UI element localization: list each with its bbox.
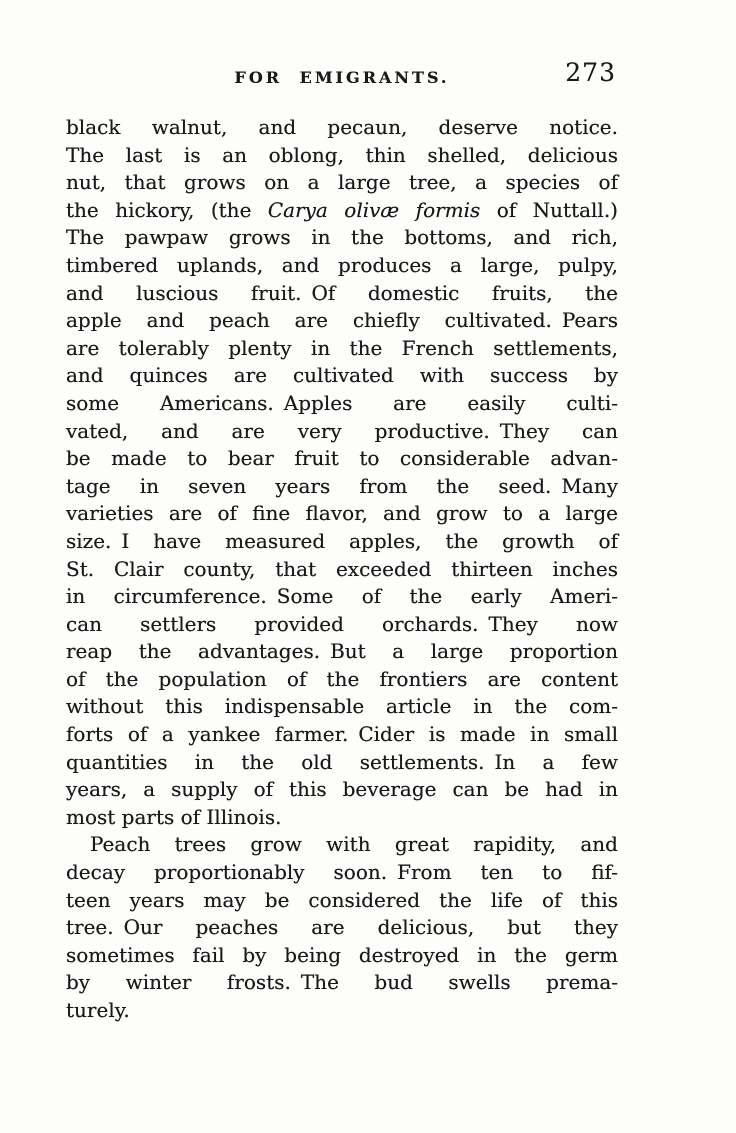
text-line: tree. Our peaches are delicious, but they xyxy=(66,915,618,940)
text-line: sometimes fail by being destroyed in the germ xyxy=(66,942,618,967)
text-line: the hickory, (the Carya olivæ formis of Nuttall.) xyxy=(66,197,618,222)
text-line: years, a supply of this beverage can be had in xyxy=(66,777,618,802)
text-line: most parts of Illinois. xyxy=(66,804,282,829)
text-line: some Americans. Apples are easily culti- xyxy=(66,390,618,415)
text-line: The pawpaw grows in the bottoms, and rich, xyxy=(66,225,618,250)
text-line: varieties are of fine flavor, and grow to a large xyxy=(66,501,618,526)
italic-species-name: Carya olivæ formis xyxy=(267,197,481,222)
text-line: Peach trees grow with great rapidity, and xyxy=(90,832,618,857)
text-line: forts of a yankee farmer. Cider is made in small xyxy=(66,722,618,747)
text-line: size. I have measured apples, the growth of xyxy=(66,528,618,553)
text-line: are tolerably plenty in the French settlements, xyxy=(66,335,618,360)
text-line: be made to bear fruit to considerable advan- xyxy=(66,446,618,471)
text-line: timbered uplands, and produces a large, pulpy, xyxy=(66,252,618,277)
text-line: The last is an oblong, thin shelled, delicious xyxy=(66,142,618,167)
text-line: reap the advantages. But a large proportion xyxy=(66,639,618,664)
text-line: by winter frosts. The bud swells prema- xyxy=(66,970,618,995)
page-number: 273 xyxy=(565,58,616,87)
text-line: black walnut, and pecaun, deserve notice. xyxy=(66,115,618,139)
text-line: vated, and are very productive. They can xyxy=(66,418,618,443)
text-line: and quinces are cultivated with success by xyxy=(66,363,618,388)
text-line: St. Clair county, that exceeded thirteen inches xyxy=(66,556,618,581)
text-line: teen years may be considered the life of this xyxy=(66,887,618,912)
text-line: can settlers provided orchards. They now xyxy=(66,611,618,636)
page-body xyxy=(66,114,618,1025)
text-line: of the population of the frontiers are content xyxy=(66,666,618,691)
text-line: nut, that grows on a large tree, a species of xyxy=(66,170,618,195)
text-line: tage in seven years from the seed. Many xyxy=(66,473,618,498)
text-line: turely. xyxy=(66,998,130,1022)
text-line: without this indispensable article in the com- xyxy=(66,694,618,719)
text-line: and luscious fruit. Of domestic fruits, the xyxy=(66,280,618,305)
text-line: quantities in the old settlements. In a few xyxy=(66,749,618,774)
running-head: FOR EMIGRANTS. xyxy=(234,68,450,87)
text-line: apple and peach are chiefly cultivated. Pears xyxy=(66,308,618,333)
text-line: decay proportionably soon. From ten to fif- xyxy=(66,860,618,885)
text-line: in circumference. Some of the early Ameri- xyxy=(66,584,618,609)
